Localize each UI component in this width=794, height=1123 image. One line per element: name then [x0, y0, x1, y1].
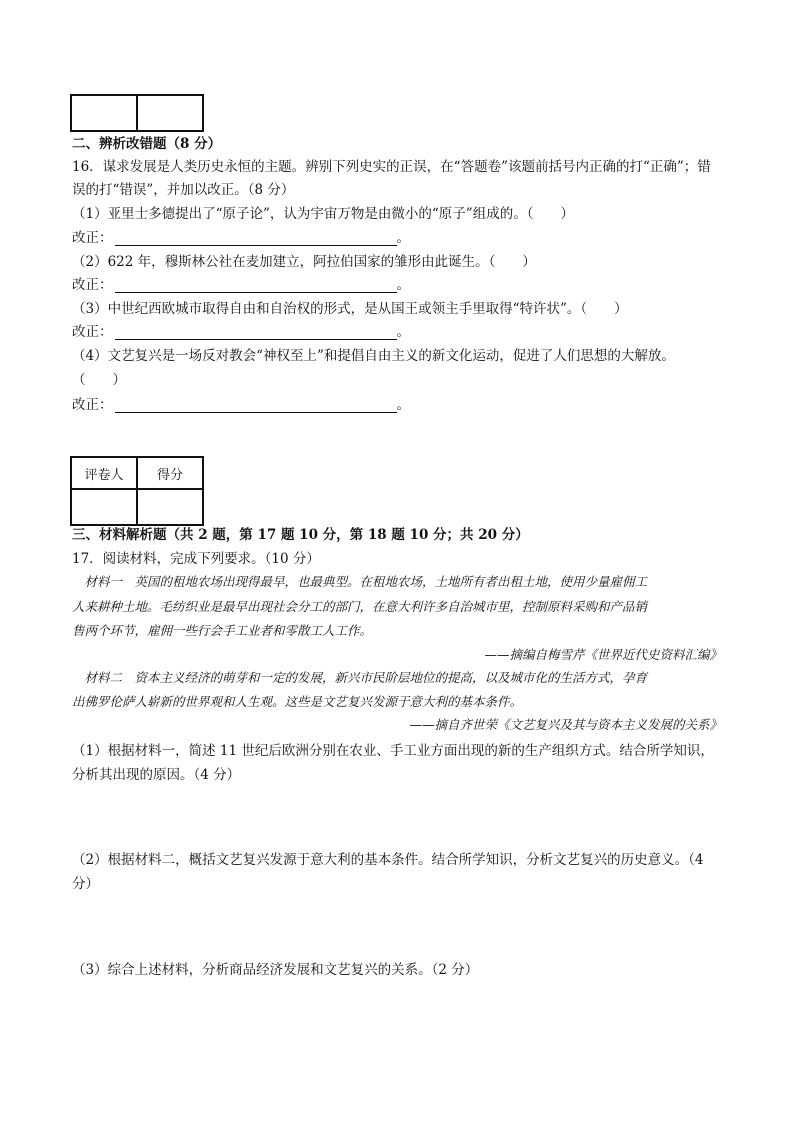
material1-line3: 售两个环节，雇佣一些行会手工业者和零散工人工作。: [72, 623, 373, 638]
q16-item-4-cont: （ ）: [72, 372, 126, 388]
q16-item-3: （3）中世纪西欧城市取得自由和自治权的形式，是从国王或领主手里取得“特许状”。（ ）: [72, 301, 628, 317]
section3-title: 三、材料解析题（共 2 题，第 17 题 10 分，第 18 题 10 分；共 20 分）: [72, 527, 529, 543]
score-cell-empty: [137, 95, 203, 131]
score-cell[interactable]: [137, 489, 203, 525]
q16-item-2: （2）622 年，穆斯林公社在麦加建立，阿拉伯国家的雏形由此诞生。（ ）: [72, 254, 536, 270]
material2-line2: 出佛罗伦萨人崭新的世界观和人生观。这些是文艺复兴发源于意大利的基本条件。: [72, 694, 523, 709]
sub1-line1: （1）根据材料一，简述 11 世纪后欧洲分别在农业、手工业方面出现的新的生产组织方式。结合所学知识，: [72, 743, 714, 759]
score-table-top: [70, 94, 204, 132]
material2-line1: 材料二 资本主义经济的萌芽和一定的发展，新兴市民阶层地位的提高，以及城市化的生活方式，孕育: [72, 670, 648, 685]
sub1-line2: 分析其出现的原因。（4 分）: [72, 767, 241, 783]
sub3: （3）综合上述材料，分析商品经济发展和文艺复兴的关系。（2 分）: [72, 962, 479, 978]
score-table: [70, 456, 204, 526]
score-header: 得分: [137, 457, 203, 489]
correction-line-4[interactable]: [72, 393, 410, 413]
q16-text-line1: 16．谋求发展是人类历史永恒的主题。辨别下列史实的正误，在“答题卷”该题前括号内正确的打“正确”；错: [72, 159, 711, 175]
correction-line-1[interactable]: [72, 226, 410, 246]
sub2-line1: （2）根据材料二，概括文艺复兴发源于意大利的基本条件。结合所学知识，分析文艺复兴的历史意义。（4: [72, 852, 704, 868]
correction-line-3[interactable]: [72, 320, 410, 340]
correction-blank[interactable]: [115, 278, 397, 293]
correction-label: 改正：: [72, 230, 113, 246]
material2-source: ——摘自齐世荣《文艺复兴及其与资本主义发展的关系》: [409, 717, 722, 732]
material1-line1: 材料一 英国的租地农场出现得最早，也最典型。在租地农场，土地所有者出租土地，使用少量雇佣工: [72, 574, 648, 589]
correction-label: 改正：: [72, 277, 113, 293]
material1-line2: 人来耕种土地。毛纺织业是最早出现社会分工的部门，在意大利许多自治城市里，控制原料采购和产品销: [72, 599, 648, 614]
q17-intro: 17．阅读材料，完成下列要求。（10 分）: [72, 551, 320, 567]
period: 。: [396, 397, 410, 413]
material1-source: ——摘编自梅雪芹《世界近代史资料汇编》: [484, 647, 722, 662]
sub2-line2: 分）: [72, 876, 99, 892]
correction-blank[interactable]: [115, 231, 397, 246]
reviewer-header: 评卷人: [71, 457, 137, 489]
period: 。: [396, 230, 410, 246]
reviewer-cell[interactable]: [71, 489, 137, 525]
correction-blank[interactable]: [115, 398, 397, 413]
q16-item-4: （4）文艺复兴是一场反对教会“神权至上”和提倡自由主义的新文化运动，促进了人们思想的大解放。: [72, 348, 675, 364]
q16-text-line2: 误的打“错误”，并加以改正。（8 分）: [72, 182, 295, 198]
period: 。: [396, 324, 410, 340]
correction-blank[interactable]: [115, 325, 397, 340]
correction-label: 改正：: [72, 324, 113, 340]
correction-line-2[interactable]: [72, 273, 410, 293]
section2-title: 二、辨析改错题（8 分）: [72, 136, 222, 152]
period: 。: [396, 277, 410, 293]
q16-item-1: （1）亚里士多德提出了“原子论”，认为宇宙万物是由微小的“原子”组成的。（ ）: [72, 206, 574, 222]
score-cell-empty: [71, 95, 137, 131]
correction-label: 改正：: [72, 397, 113, 413]
